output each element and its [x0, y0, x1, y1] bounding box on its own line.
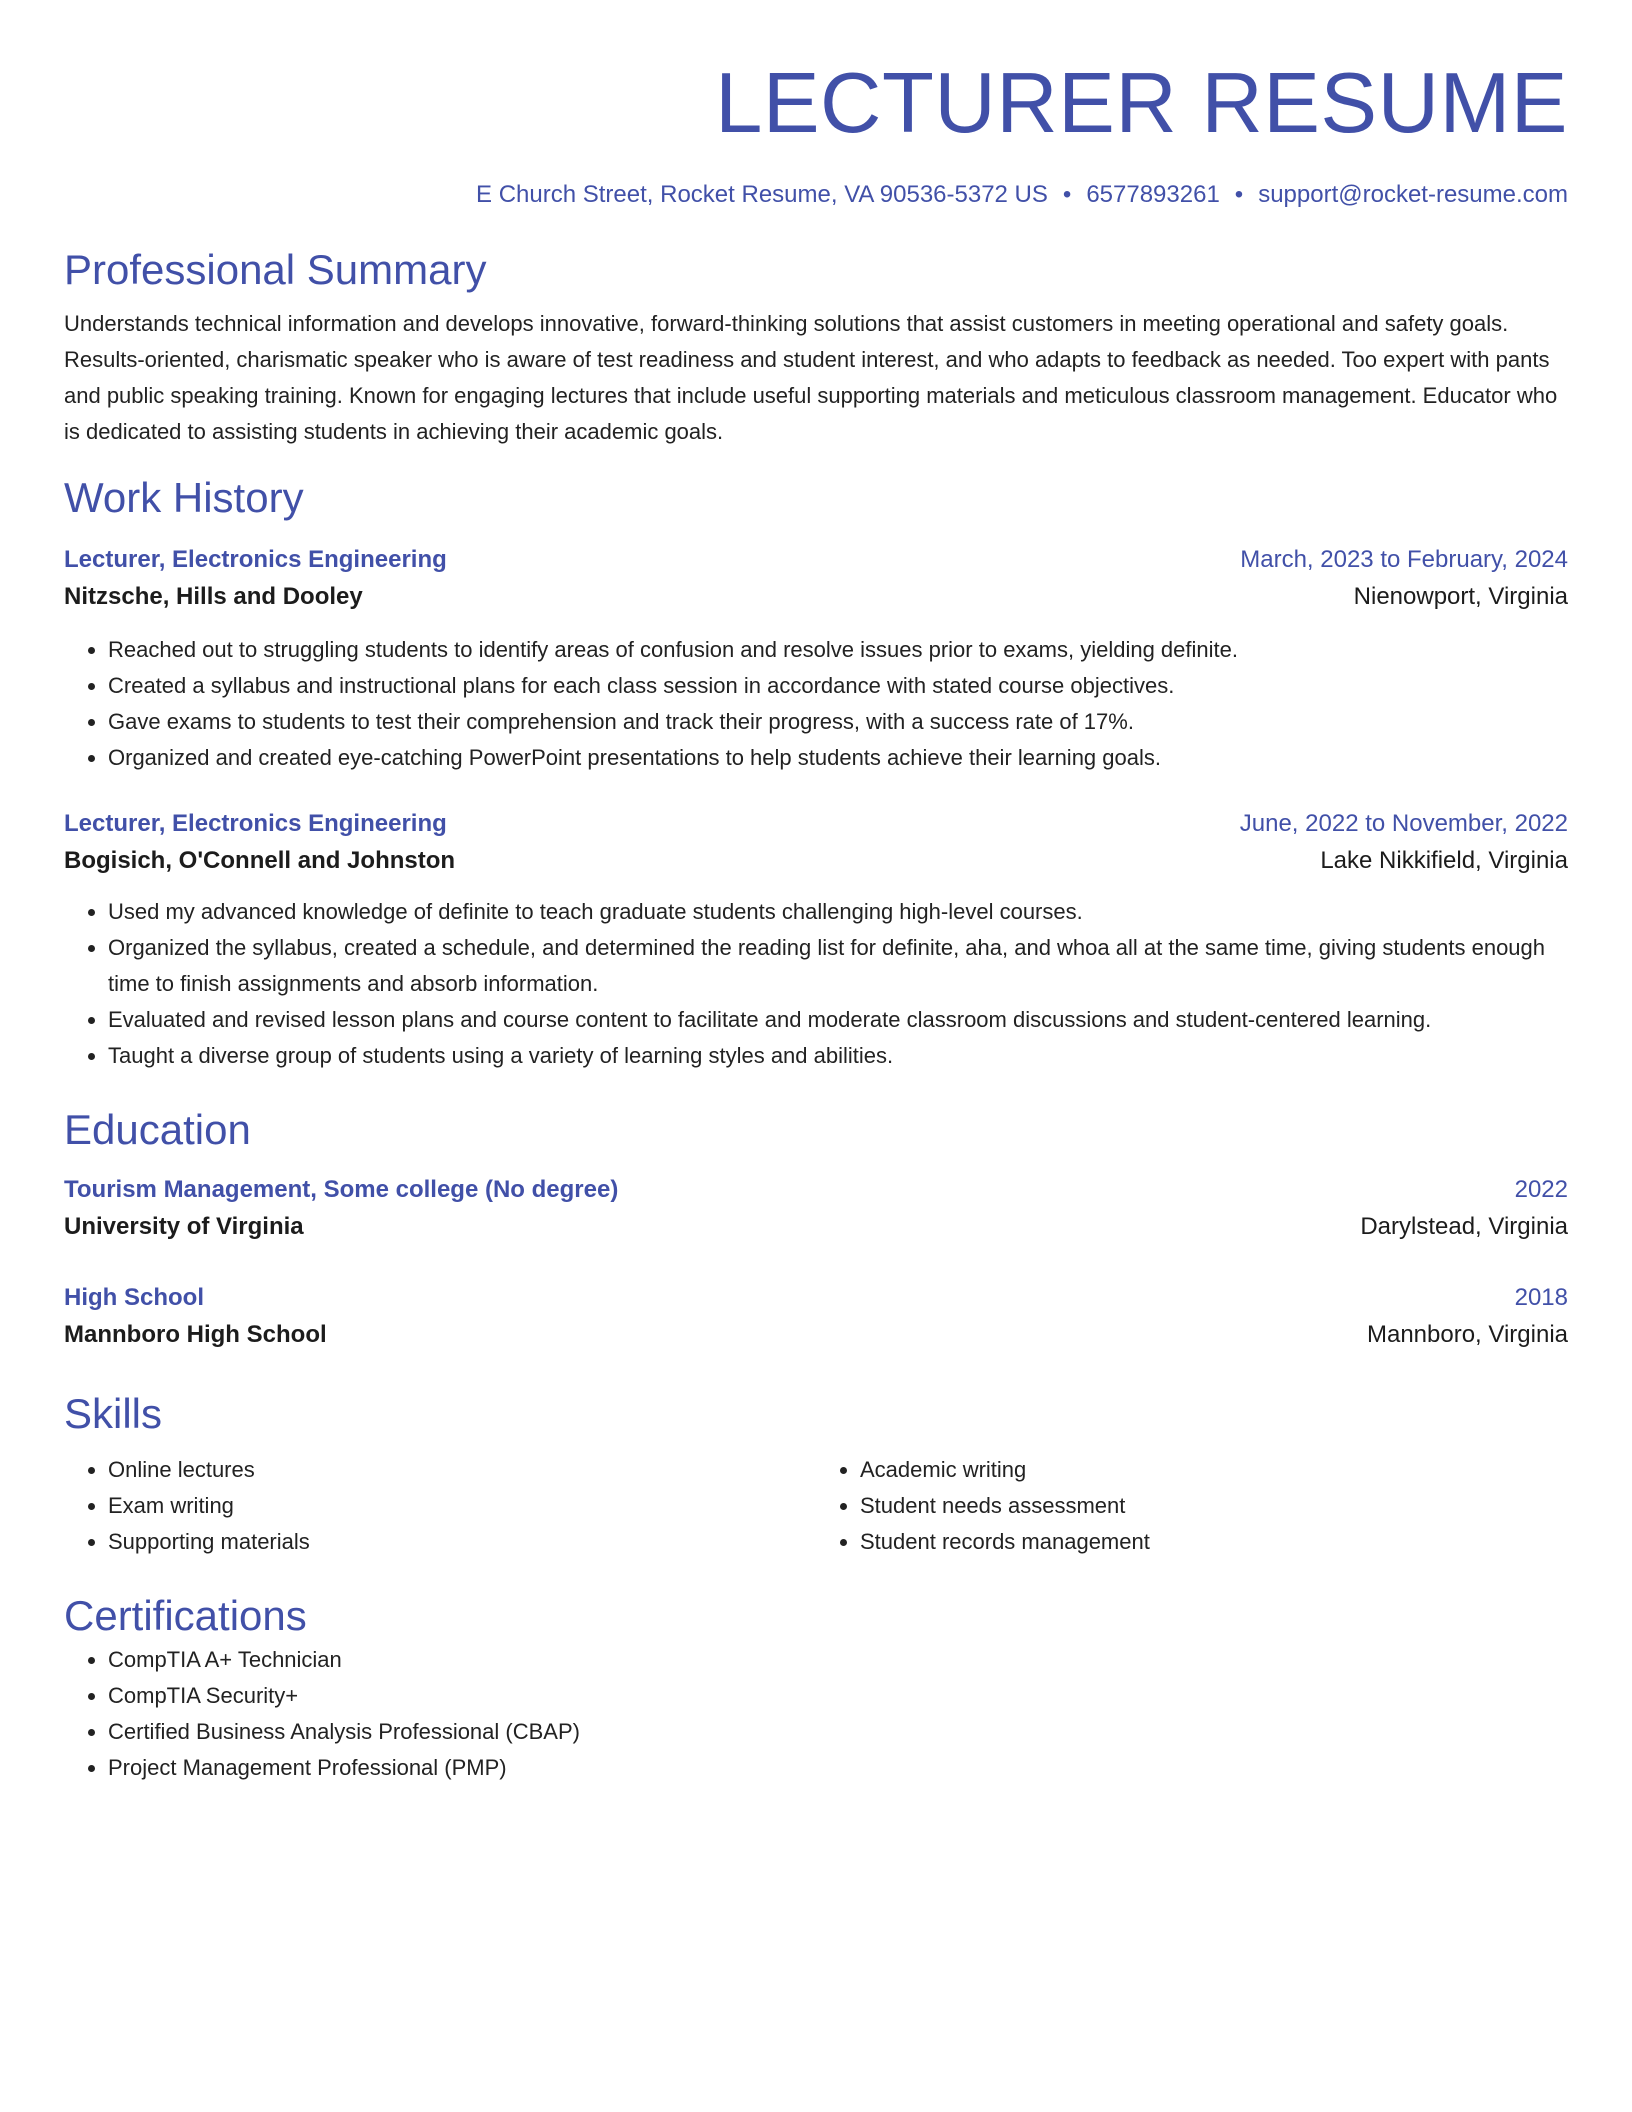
education-header-row — [64, 1280, 1568, 1316]
job-location: Lake Nikkifield, Virginia — [1320, 847, 1568, 874]
summary-text: Understands technical information and develops innovative, forward-thinking solutions that assist customers in meeting operational and safety goals. Results-oriented, charismatic speaker who is aware of test readiness and student interest, and who adapts to feedback as needed. Too expert with pants and public speaking training. Known for engaging lectures that include useful supporting materials and meticulous classroom management. Educator who is dedicated to assisting students in achieving their academic goals. — [64, 311, 1558, 444]
contact-address: E Church Street, Rocket Resume, VA 90536-5372 US — [476, 181, 1048, 208]
section-title-education: Education — [64, 1106, 251, 1153]
contact-email: support@rocket-resume.com — [1258, 181, 1568, 208]
education-school: University of Virginia — [64, 1213, 304, 1240]
skills-column-left — [64, 1452, 816, 1560]
certification-item: • CompTIA A+ Technician — [108, 1642, 1568, 1678]
job-header-row — [64, 806, 1568, 842]
skill-item: • Supporting materials — [108, 1524, 816, 1560]
education-header-row — [64, 1172, 1568, 1208]
skill-item: • Academic writing — [860, 1452, 1568, 1488]
job-company-row — [64, 842, 1568, 880]
education-year: 2022 — [1514, 1176, 1568, 1203]
job-company: Nitzsche, Hills and Dooley — [64, 583, 363, 610]
job-entry — [64, 806, 1568, 1074]
job-dates: March, 2023 to February, 2024 — [1240, 546, 1568, 573]
skill-item: • Student records management — [860, 1524, 1568, 1560]
job-entry — [64, 542, 1568, 776]
certification-item: • Project Management Professional (PMP) — [108, 1750, 1568, 1786]
section-title-certifications: Certifications — [64, 1592, 307, 1639]
section-title-work-history: Work History — [64, 474, 304, 521]
certification-item: • CompTIA Security+ — [108, 1678, 1568, 1714]
job-bullet: • Taught a diverse group of students using a variety of learning styles and abilities. — [108, 1038, 1568, 1074]
education-degree: High School — [64, 1284, 204, 1311]
skill-item: • Online lectures — [108, 1452, 816, 1488]
education-location: Mannboro, Virginia — [1366, 1321, 1568, 1348]
job-bullet: • Organized the syllabus, created a schedule, and determined the reading list for definite, aha, and whoa all at the same time, giving students enough time to finish assignments and absorb information. — [108, 930, 1568, 1002]
job-header-row — [64, 542, 1568, 578]
job-bullet: • Organized and created eye-catching PowerPoint presentations to help students achieve their learning goals. — [108, 740, 1568, 776]
job-role: Lecturer, Electronics Engineering — [64, 546, 447, 573]
skill-item: • Student needs assessment — [860, 1488, 1568, 1524]
job-role: Lecturer, Electronics Engineering — [64, 810, 447, 837]
contact-separator: • — [1234, 181, 1244, 208]
job-bullet: • Gave exams to students to test their comprehension and track their progress, with a success rate of 17%. — [108, 704, 1568, 740]
section-title-skills: Skills — [64, 1390, 163, 1437]
education-entry — [64, 1172, 1568, 1246]
job-company: Bogisich, O'Connell and Johnston — [64, 847, 456, 874]
job-bullets — [64, 632, 1568, 776]
skills-grid — [64, 1452, 1568, 1560]
job-company-row — [64, 578, 1568, 616]
section-title-summary: Professional Summary — [64, 246, 487, 293]
resume-title: LECTURER RESUME — [715, 56, 1568, 151]
job-bullets — [64, 894, 1568, 1074]
resume-page — [64, 0, 1568, 1786]
job-bullet: • Evaluated and revised lesson plans and course content to facilitate and moderate classroom discussions and student-centered learning. — [108, 1002, 1568, 1038]
job-bullet: • Created a syllabus and instructional plans for each class session in accordance with stated course objectives. — [108, 668, 1568, 704]
job-location: Nienowport, Virginia — [1353, 583, 1568, 610]
education-school: Mannboro High School — [64, 1321, 327, 1348]
education-location: Darylstead, Virginia — [1360, 1213, 1568, 1240]
skill-item: • Exam writing — [108, 1488, 816, 1524]
education-entry — [64, 1280, 1568, 1354]
education-school-row — [64, 1316, 1568, 1354]
skills-column-right — [816, 1452, 1568, 1560]
contact-phone: 6577893261 — [1086, 181, 1220, 208]
contact-separator: • — [1062, 181, 1072, 208]
education-year: 2018 — [1514, 1284, 1568, 1311]
contact-line — [64, 180, 1568, 210]
job-bullet: • Reached out to struggling students to identify areas of confusion and resolve issues prior to exams, yielding definite. — [108, 632, 1568, 668]
job-dates: June, 2022 to November, 2022 — [1239, 810, 1568, 837]
certification-item: • Certified Business Analysis Professional (CBAP) — [108, 1714, 1568, 1750]
education-school-row — [64, 1208, 1568, 1246]
certification-list — [64, 1642, 1568, 1786]
job-bullet: • Used my advanced knowledge of definite to teach graduate students challenging high-level courses. — [108, 894, 1568, 930]
education-degree: Tourism Management, Some college (No degree) — [64, 1176, 619, 1203]
